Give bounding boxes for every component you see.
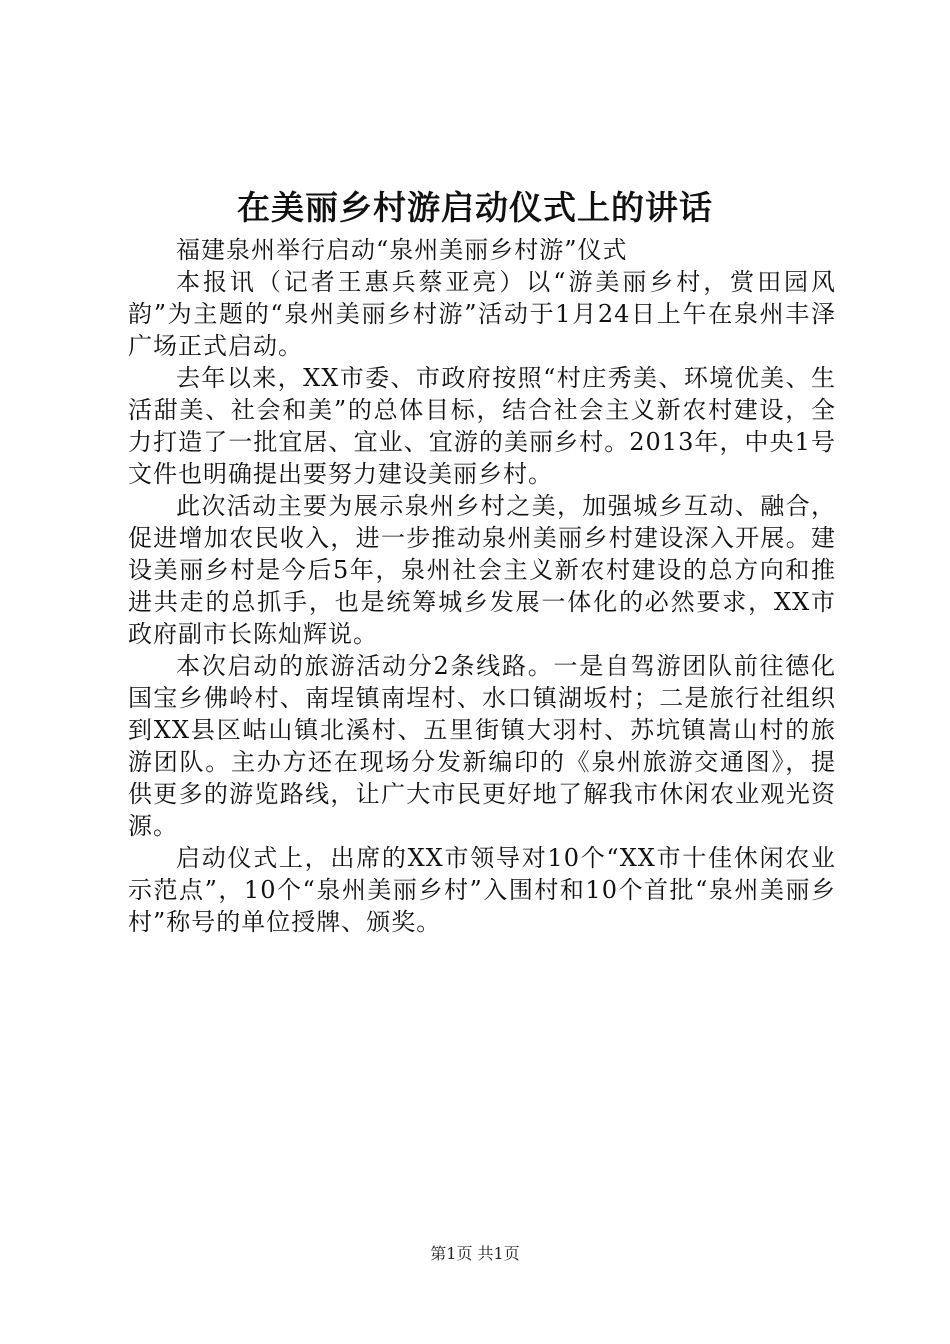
paragraph-news-lead: 本报讯（记者王惠兵蔡亚亮）以“游美丽乡村，赏田园风韵”为主题的“泉州美丽乡村游”活动于1月24日上午在泉州丰泽广场正式启动。 (128, 268, 836, 360)
page-footer: 第1页 共1页 (430, 1244, 520, 1263)
document-title: 在美丽乡村游启动仪式上的讲话 (237, 188, 713, 227)
document-body (128, 234, 836, 938)
paragraph-purpose: 此次活动主要为展示泉州乡村之美，加强城乡互动、融合，促进增加农民收入，进一步推动泉州美丽乡村建设深入开展。建设美丽乡村是今后5年，泉州社会主义新农村建设的总方向和推进共走的总抓手，也是统筹城乡发展一体化的必然要求，XX市政府副市长陈灿辉说。 (128, 492, 836, 648)
paragraph-routes: 本次启动的旅游活动分2条线路。一是自驾游团队前往德化国宝乡佛岭村、南埕镇南埕村、水口镇湖坂村；二是旅行社组织到XX县区岵山镇北溪村、五里街镇大羽村、苏坑镇嵩山村的旅游团队。主办方还在现场分发新编印的《泉州旅游交通图》，提供更多的游览路线，让广大市民更好地了解我市休闲农业观光资源。 (128, 652, 836, 840)
paragraph-background: 去年以来，XX市委、市政府按照“村庄秀美、环境优美、生活甜美、社会和美”的总体目标，结合社会主义新农村建设，全力打造了一批宜居、宜业、宜游的美丽乡村。2013年，中央1号文件也明确提出要努力建设美丽乡村。 (128, 364, 836, 488)
paragraph-subheading: 福建泉州举行启动“泉州美丽乡村游”仪式 (176, 236, 628, 264)
paragraph-awards: 启动仪式上，出席的XX市领导对10个“XX市十佳休闲农业示范点”，10个“泉州美丽乡村”入围村和10个首批“泉州美丽乡村”称号的单位授牌、颁奖。 (128, 844, 836, 936)
